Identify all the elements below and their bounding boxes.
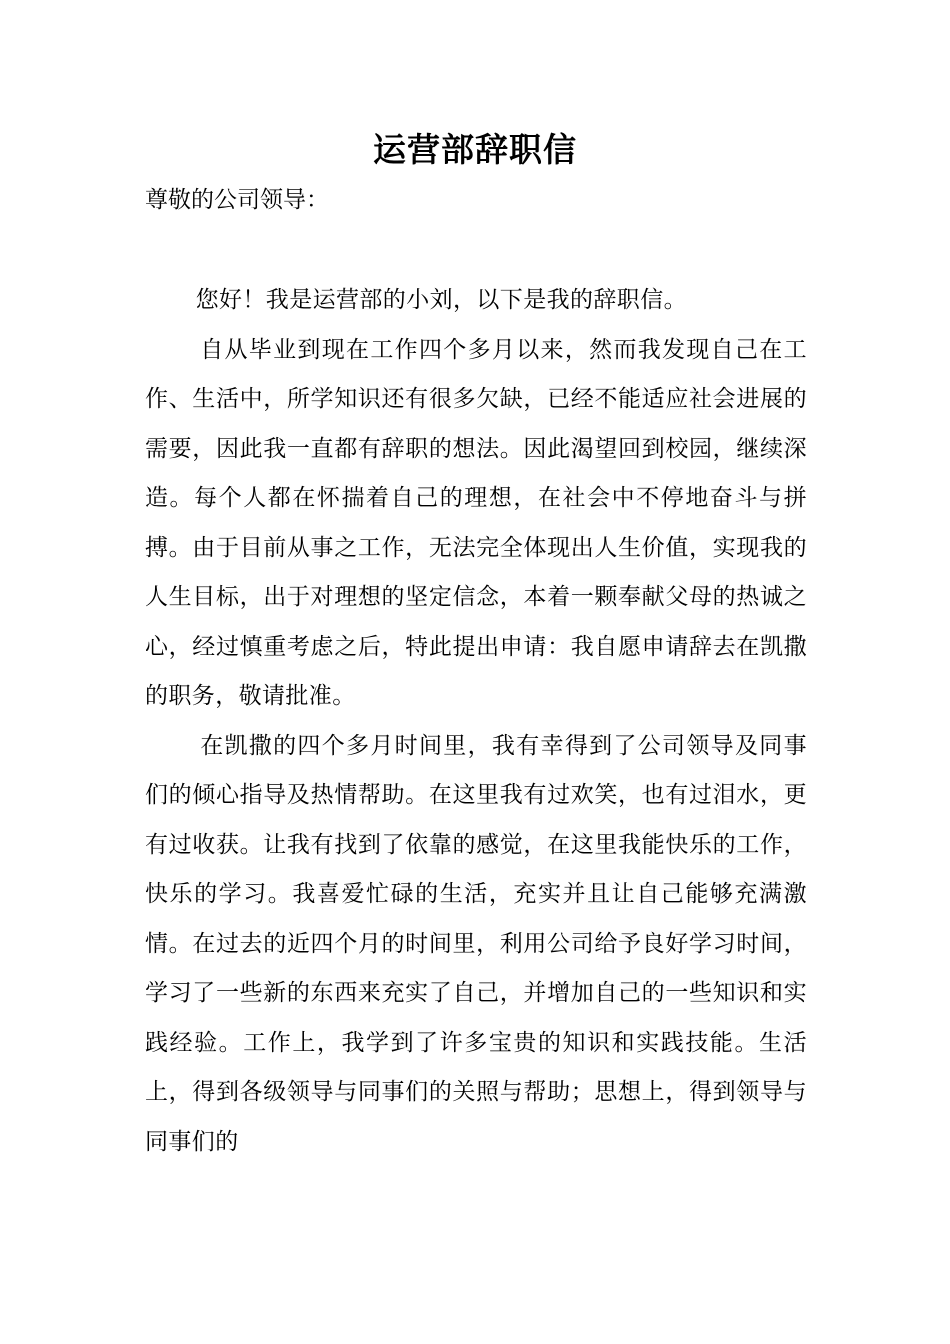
salutation: 尊敬的公司领导： (145, 187, 329, 213)
paragraph-reason: 自从毕业到现在工作四个多月以来，然而我发现自己在工作、生活中，所学知识还有很多欠缺，已经不能适应社会进展的需要，因此我一直都有辞职的想法。因此渴望回到校园，继续深造。每个人都在怀揣着自己的理想，在社会中不停地奋斗与拼搏。由于目前从事之工作，无法完全体现出人生价值，实现我的人生目标，出于对理想的坚定信念，本着一颗奉献父母的热诚之心，经过慎重考虑之后，特此提出申请：我自愿申请辞去在凯撒的职务，敬请批准。 (145, 336, 807, 709)
paragraph-greeting: 您好！我是运营部的小刘，以下是我的辞职信。 (195, 287, 687, 313)
document-title: 运营部辞职信 (373, 130, 577, 169)
letter-body (145, 276, 807, 1167)
paragraph-gratitude: 在凯撒的四个多月时间里，我有幸得到了公司领导及同事们的倾心指导及热情帮助。在这里我有过欢笑，也有过泪水，更有过收获。让我有找到了依靠的感觉，在这里我能快乐的工作，快乐的学习。我喜爱忙碌的生活，充实并且让自己能够充满激情。在过去的近四个月的时间里，利用公司给予良好学习时间，学习了一些新的东西来充实了自己，并增加自己的一些知识和实践经验。工作上，我学到了许多宝贵的知识和实践技能。生活上，得到各级领导与同事们的关照与帮助；思想上，得到领导与同事们的 (145, 732, 807, 1155)
